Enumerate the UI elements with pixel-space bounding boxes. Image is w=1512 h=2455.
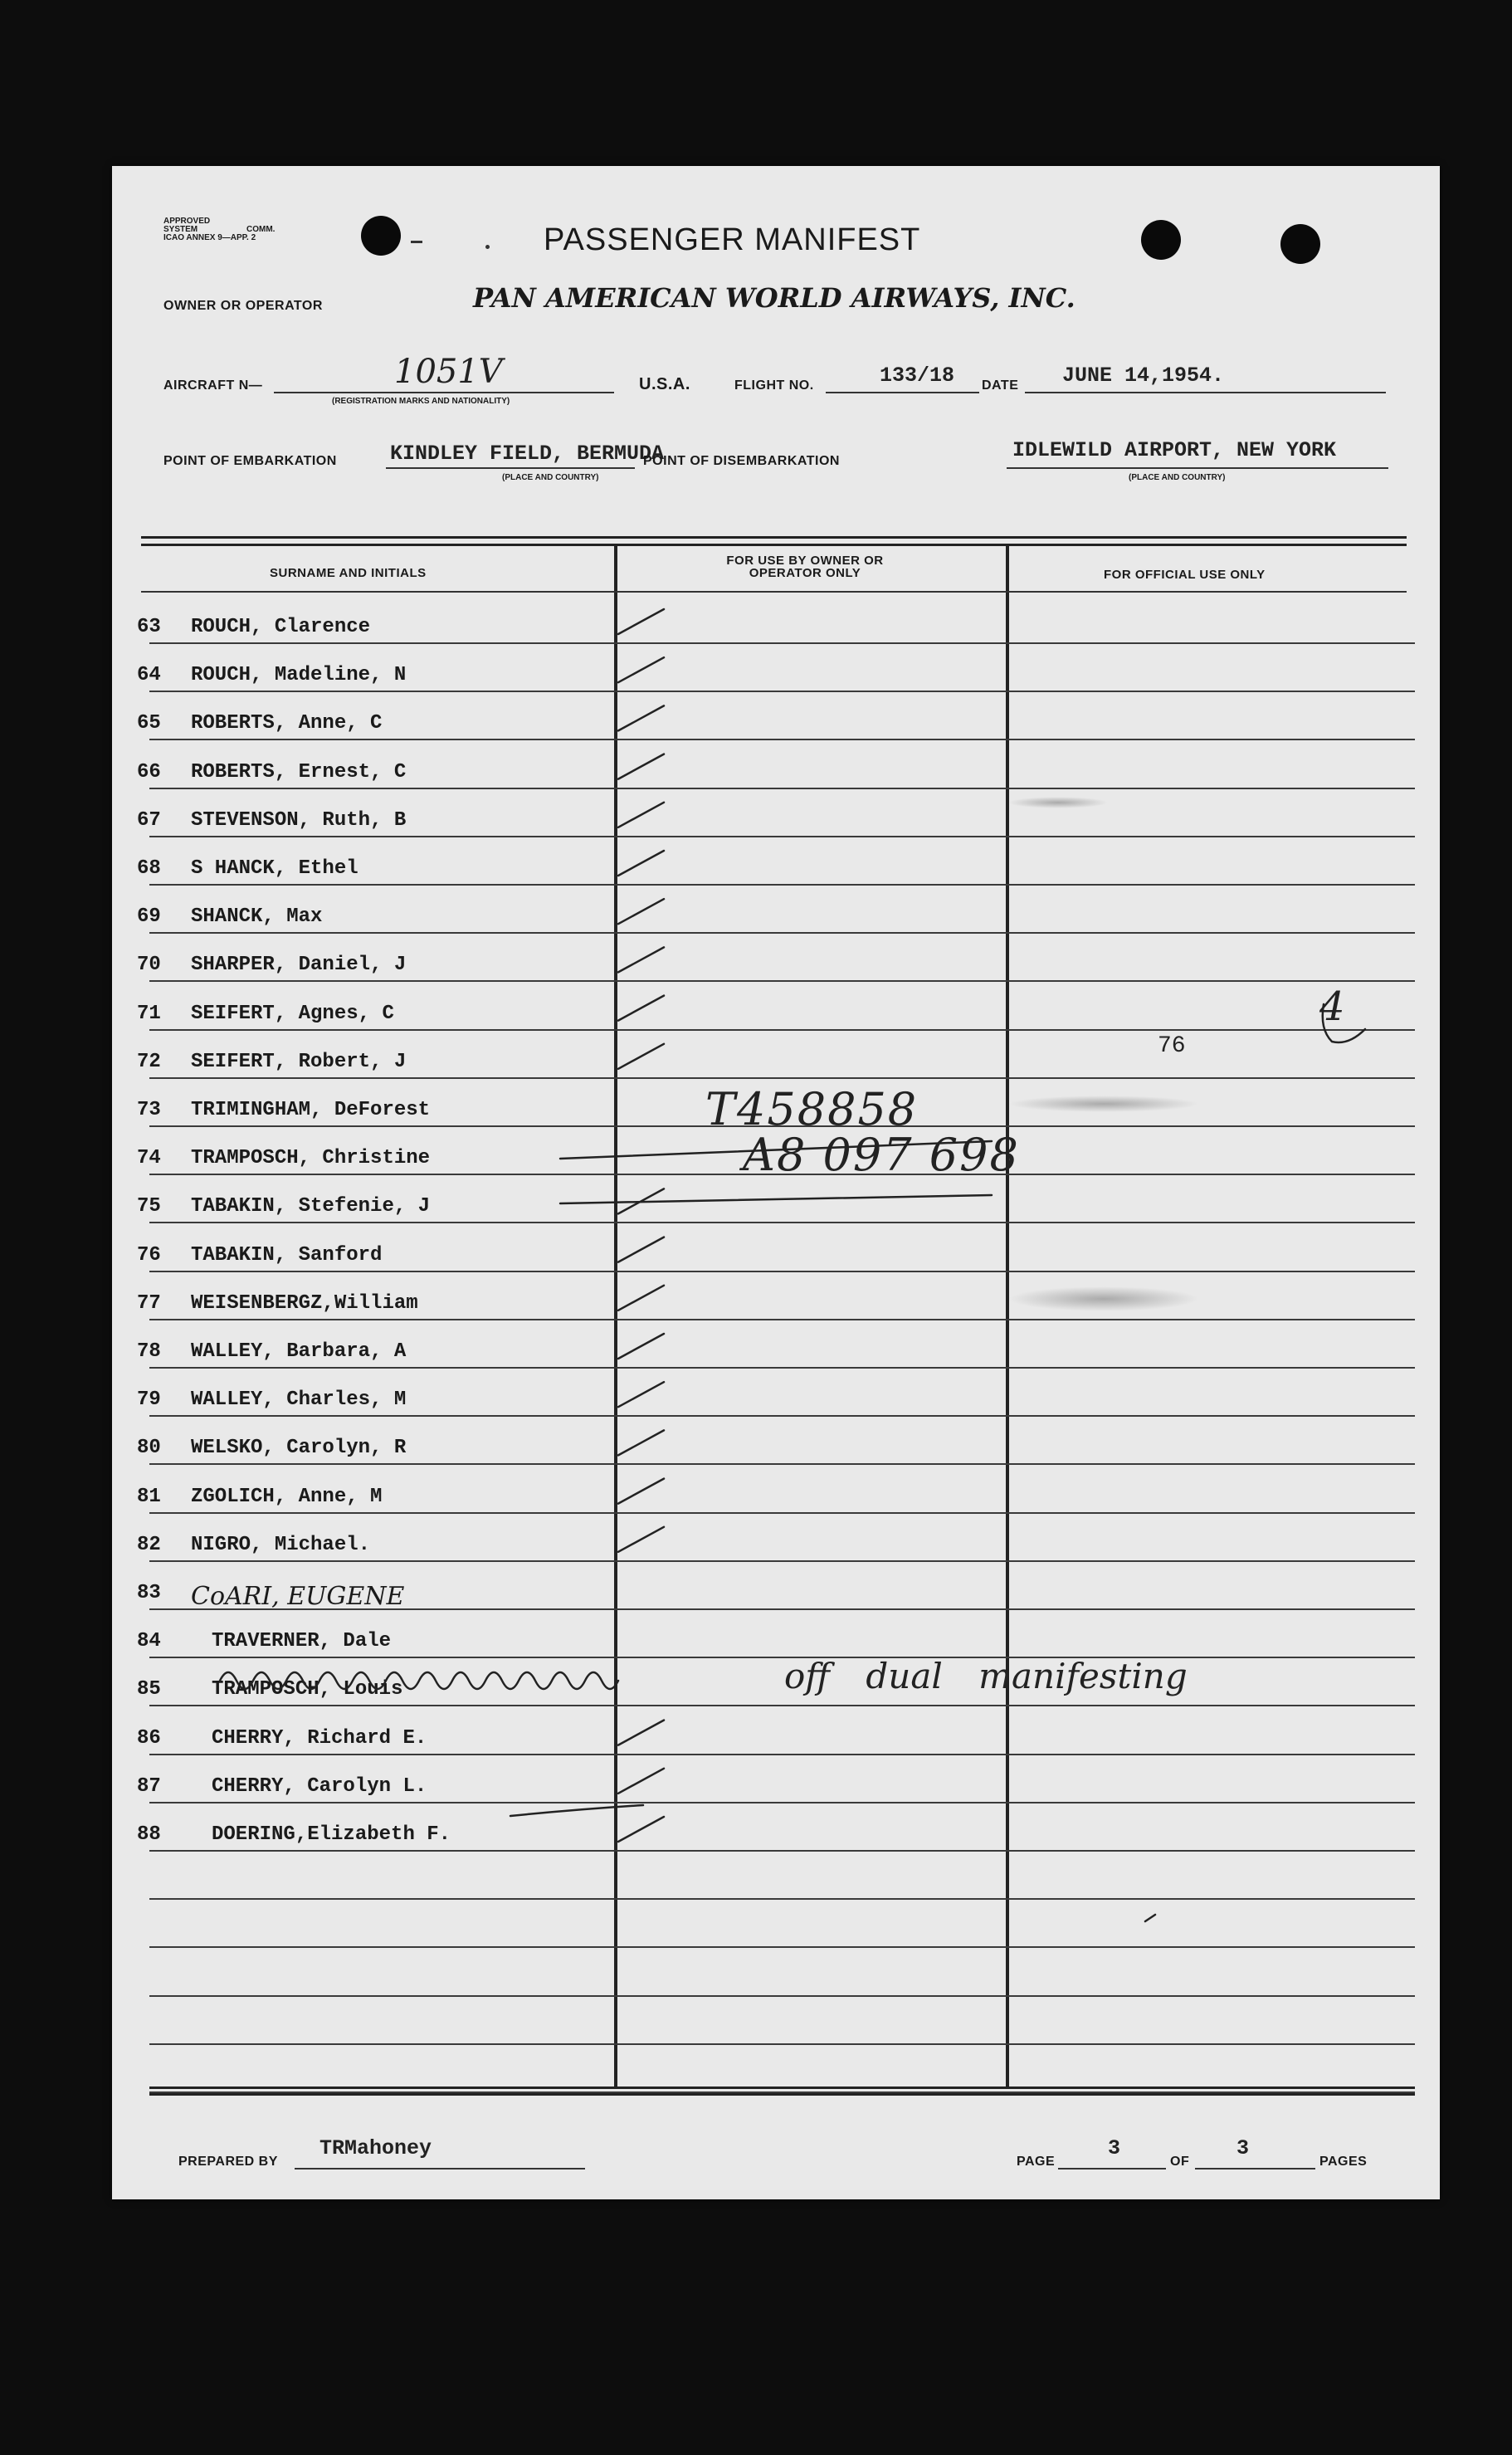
check-mark [618,1237,664,1262]
table-bottom-rule [149,2087,1415,2089]
passenger-name: TABAKIN, Stefenie, J [191,1195,431,1218]
passenger-number: 69 [137,905,161,929]
check-mark [618,705,664,730]
passenger-name: NIGRO, Michael. [191,1533,371,1556]
passenger-name: TABAKIN, Sanford [191,1243,383,1267]
check-mark [618,657,664,682]
owner-name: PAN AMERICAN WORLD AIRWAYS, INC. [473,282,1075,314]
passenger-number: 85 [137,1678,161,1701]
passenger-name: TRIMINGHAM, DeForest [191,1099,431,1121]
col-header-owner: FOR USE BY OWNER OR OPERATOR ONLY [726,554,884,580]
check-mark [618,1720,664,1745]
official-72-value: 76 [1158,1033,1186,1059]
aircraft-label: AIRCRAFT N— [163,378,263,393]
passenger-number: 74 [137,1147,161,1170]
passenger-number: 80 [137,1437,161,1460]
approved-line: SYSTEM [163,225,198,234]
passenger-name: TRAMPOSCH, Louis [212,1678,403,1701]
prepared-value: TRMahoney [319,2136,432,2160]
passenger-name: SHARPER, Daniel, J [191,954,407,977]
passenger-number: 72 [137,1050,161,1073]
col-header-official: FOR OFFICIAL USE ONLY [1104,568,1266,582]
passenger-number: 84 [137,1630,161,1653]
strike-scribble [220,1672,618,1689]
owner-label: OWNER OR OPERATOR [163,299,323,313]
passenger-number: 63 [137,616,161,638]
passenger-name: TRAMPOSCH, Christine [191,1147,431,1170]
smudge [1008,1096,1199,1112]
passenger-number: 67 [137,808,161,832]
passenger-number: 87 [137,1774,161,1798]
passenger-number: 79 [137,1389,161,1412]
passenger-name: WEISENBERGZ,William [191,1291,418,1315]
passenger-number: 83 [137,1582,161,1604]
passenger-number: 88 [137,1823,161,1846]
passenger-name: SEIFERT, Robert, J [191,1050,407,1073]
passenger-number: 64 [137,664,161,687]
check-mark [618,754,664,779]
embark-label: POINT OF EMBARKATION [163,454,337,468]
page-title: PASSENGER MANIFEST [544,222,921,257]
passenger-number: 75 [137,1195,161,1218]
passenger-number: 81 [137,1485,161,1508]
flight-value: 133/18 [880,364,955,388]
check-mark [618,851,664,876]
disembark-sub: (PLACE AND COUNTRY) [1129,473,1226,482]
passport-number-1: T458858 [705,1083,919,1135]
disembark-label: POINT OF DISEMBARKATION [643,454,840,468]
passenger-number: 78 [137,1340,161,1363]
approved-line: APPROVED [163,217,211,226]
prepared-underline [295,2168,585,2169]
passenger-number: 76 [137,1243,161,1267]
passenger-name: S HANCK, Ethel [191,857,358,880]
passenger-number: 68 [137,857,161,880]
manifest-sheet [112,166,1440,2199]
row85-note: off dual manifesting [784,1656,1188,1696]
check-mark [618,899,664,924]
check-mark [618,1479,664,1504]
passport-number-2: A8 097 698 [743,1129,1020,1181]
passenger-name: ROBERTS, Ernest, C [191,760,407,783]
of-underline [1195,2168,1315,2169]
passenger-name: WALLEY, Charles, M [191,1389,407,1412]
passenger-name: CoARI, EUGENE [191,1582,405,1611]
passenger-name: SHANCK, Max [191,905,323,929]
date-label: DATE [982,378,1019,393]
passenger-name: ROBERTS, Anne, C [191,712,383,735]
check-mark [618,1817,664,1842]
check-mark [618,947,664,972]
check-mark [618,1286,664,1310]
passenger-name: CHERRY, Carolyn L. [212,1774,427,1798]
stray-mark [1145,1915,1155,1921]
passenger-name: ROUCH, Madeline, N [191,664,407,687]
check-mark [618,609,664,634]
page-value: 3 [1108,2136,1121,2160]
aircraft-value: 1051V [394,353,503,391]
prepared-label: PREPARED BY [178,2155,278,2169]
passenger-name: TRAVERNER, Dale [212,1630,392,1653]
passenger-number: 82 [137,1533,161,1556]
check-mark [618,1334,664,1359]
check-mark [618,1769,664,1794]
passenger-name: DOERING,Elizabeth F. [212,1823,451,1846]
embark-sub: (PLACE AND COUNTRY) [502,473,599,482]
flight-label: FLIGHT NO. [734,378,814,393]
passenger-number: 65 [137,712,161,735]
passenger-name: WALLEY, Barbara, A [191,1340,407,1363]
check-mark [618,803,664,827]
approved-line: ICAO ANNEX 9—APP. 2 [163,233,256,242]
check-marks [112,166,1440,2199]
embark-value: KINDLEY FIELD, BERMUDA [390,442,665,466]
check-mark [618,1382,664,1407]
pages-label: PAGES [1319,2155,1368,2169]
table-bottom-rule [149,2093,1415,2096]
check-mark [618,1527,664,1552]
of-value: 3 [1236,2136,1250,2160]
check-mark [618,1430,664,1455]
passenger-number: 70 [137,954,161,977]
disembark-value: IDLEWILD AIRPORT, NEW YORK [1012,438,1337,462]
passenger-number: 73 [137,1099,161,1121]
usa-label: U.S.A. [639,375,690,393]
passenger-name: CHERRY, Richard E. [212,1726,427,1750]
col-header-names: SURNAME AND INITIALS [270,566,427,580]
approved-line: COMM. [246,225,276,234]
smudge [1008,1286,1199,1311]
of-label: OF [1170,2155,1190,2169]
passenger-number: 66 [137,760,161,783]
long-strike-line [510,1805,643,1816]
check-mark [618,996,664,1021]
official-mark: 4 [1319,983,1345,1030]
passenger-number: 71 [137,1002,161,1025]
page-underline [1058,2168,1166,2169]
check-mark [618,1044,664,1069]
passenger-name: ROUCH, Clarence [191,616,371,638]
passenger-name: SEIFERT, Agnes, C [191,1002,394,1025]
date-value: JUNE 14,1954. [1062,364,1225,388]
passenger-name: WELSKO, Carolyn, R [191,1437,407,1460]
page-label: PAGE [1017,2155,1056,2169]
passenger-name: STEVENSON, Ruth, B [191,808,407,832]
passenger-number: 86 [137,1726,161,1750]
smudge [1008,797,1108,808]
passenger-number: 77 [137,1291,161,1315]
passenger-name: ZGOLICH, Anne, M [191,1485,383,1508]
aircraft-sub: (REGISTRATION MARKS AND NATIONALITY) [332,397,510,406]
long-strike-line [560,1195,992,1203]
